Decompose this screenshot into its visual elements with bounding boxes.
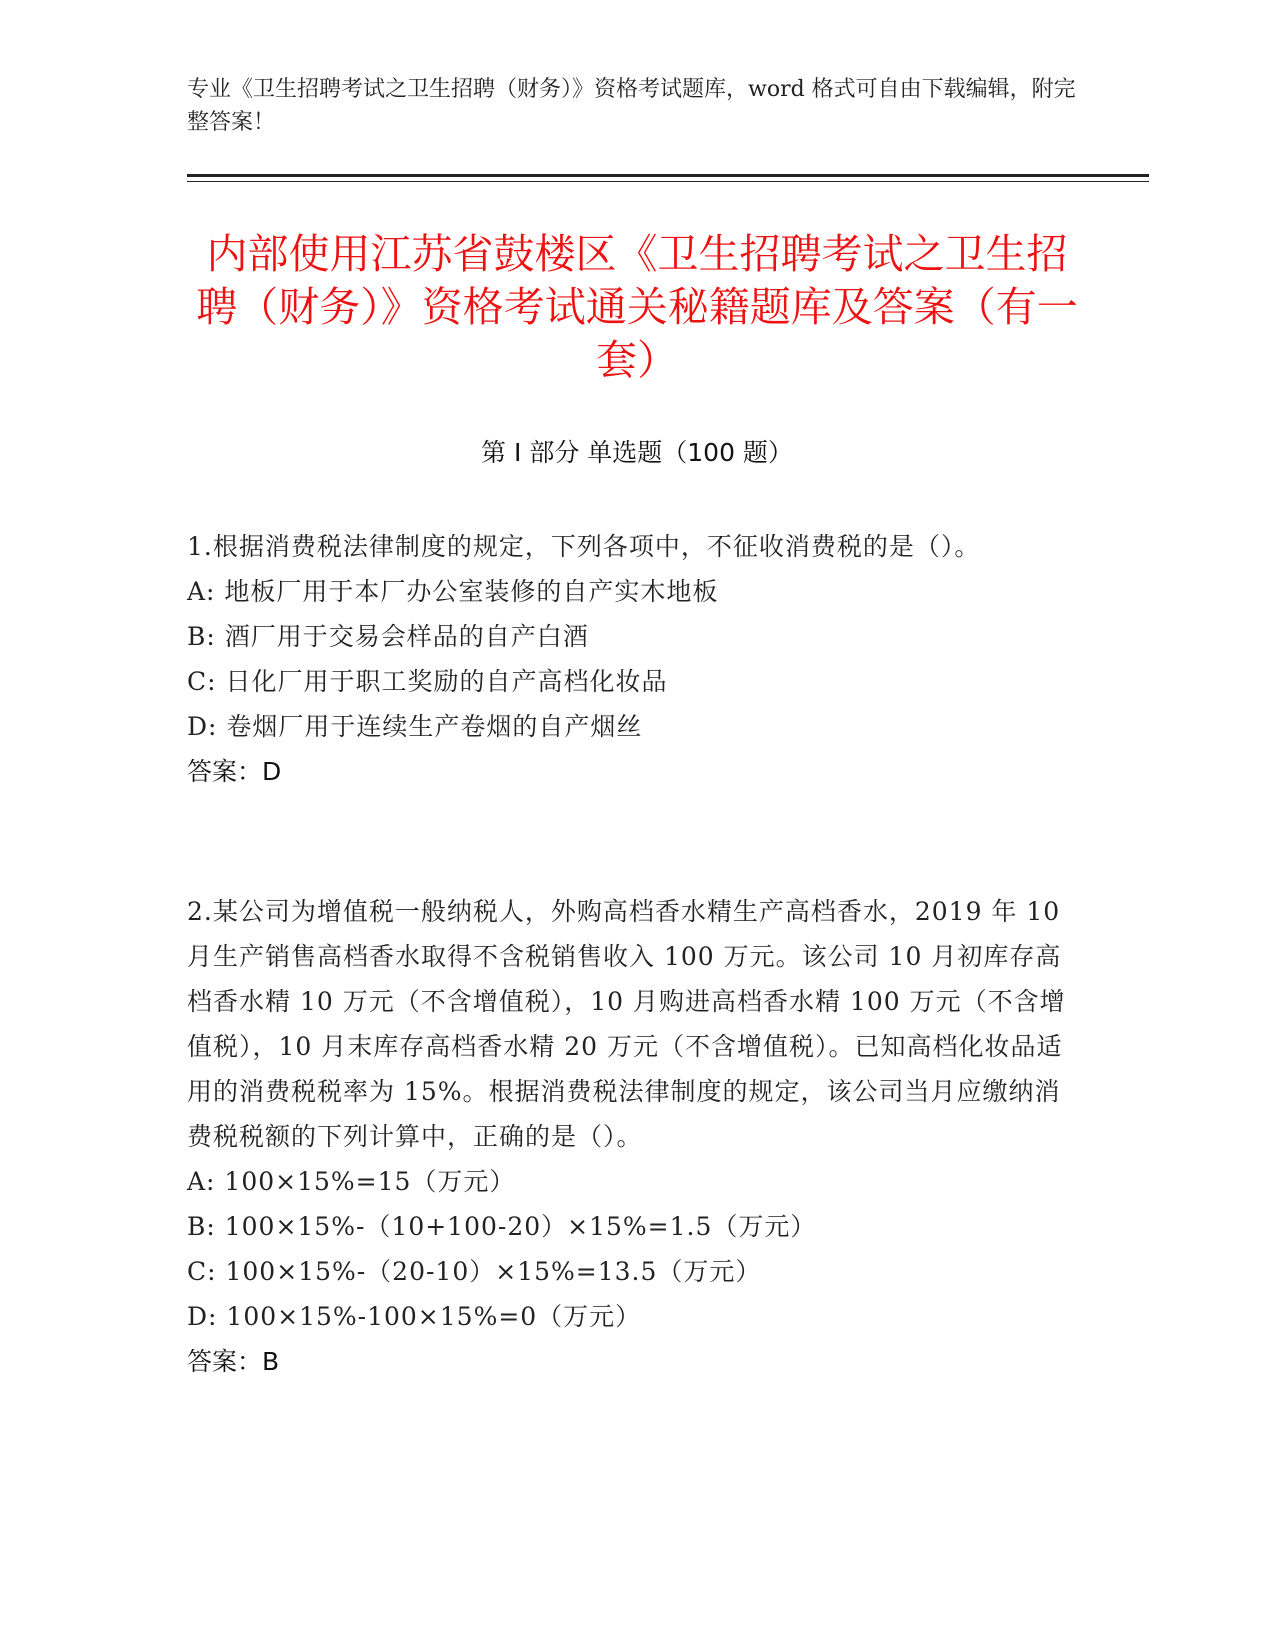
option-a: A: 地板厂用于本厂办公室装修的自产实木地板 — [187, 577, 719, 606]
option-b: B: 酒厂用于交易会样品的自产白酒 — [187, 622, 589, 651]
question-2 — [187, 889, 1067, 1385]
answer-label: 答案：D — [187, 757, 282, 786]
document-title: 内部使用江苏省鼓楼区《卫生招聘考试之卫生招聘（财务）》资格考试通关秘籍题库及答案（有一套） — [196, 230, 1078, 384]
answer-label: 答案：B — [187, 1347, 280, 1376]
question-stem: 1.根据消费税法律制度的规定，下列各项中，不征收消费税的是（）。 — [187, 532, 981, 561]
section-heading: 第 I 部分 单选题（100 题） — [481, 438, 793, 467]
option-a: A: 100×15%=15（万元） — [187, 1167, 516, 1196]
header-note: 专业《卫生招聘考试之卫生招聘（财务）》资格考试题库，word 格式可自由下载编辑，附完整答案！ — [187, 77, 1076, 135]
question-1 — [187, 524, 1067, 795]
option-c: C: 100×15%-（20-10）×15%=13.5（万元） — [187, 1257, 762, 1286]
option-c: C: 日化厂用于职工奖励的自产高档化妆品 — [187, 667, 668, 696]
header-rule-thin — [187, 181, 1149, 182]
header-rule-thick — [187, 174, 1149, 177]
option-b: B: 100×15%-（10+100-20）×15%=1.5（万元） — [187, 1212, 817, 1241]
option-d: D: 卷烟厂用于连续生产卷烟的自产烟丝 — [187, 712, 643, 741]
question-stem: 2.某公司为增值税一般纳税人，外购高档香水精生产高档香水，2019 年 10 月生产销售高档香水取得不含税销售收入 100 万元。该公司 10 月初库存高档香水精 10 万元（不含增值税），10 月购进高档香水精 100 万元（不含增值税），10 月末库存高档香水精 20 万元（不含增值税）。已知高档化妆品适用的消费税税率为 15%。根据消费税法律制度的规定，该公司当月应缴纳消费税税额的下列计算中，正确的是（）。 — [187, 897, 1066, 1151]
option-d: D: 100×15%-100×15%=0（万元） — [187, 1302, 642, 1331]
